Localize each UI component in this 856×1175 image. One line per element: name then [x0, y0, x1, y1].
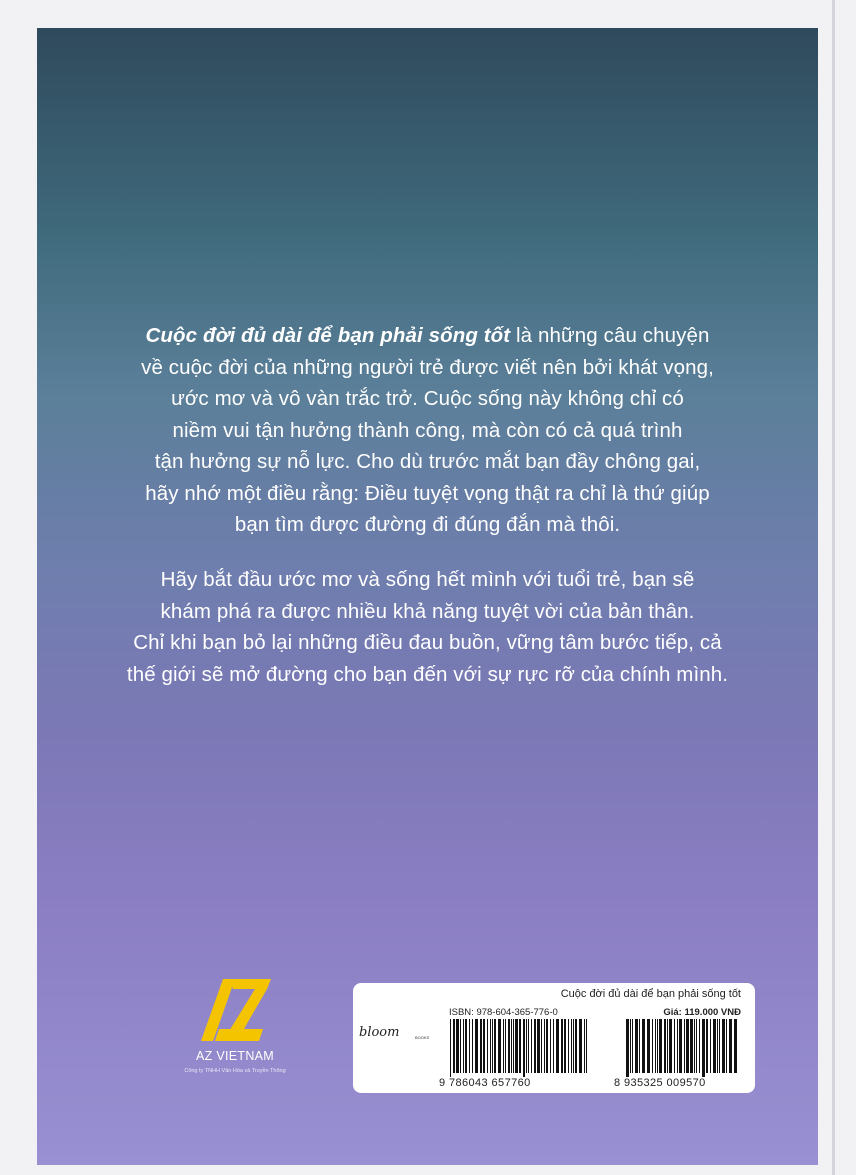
barcode-bar	[684, 1019, 685, 1073]
blurb-line: bạn tìm được đường đi đúng đắn mà thôi.	[234, 513, 621, 536]
barcode-bar	[475, 1019, 478, 1073]
barcode-bar	[674, 1019, 675, 1073]
barcode-bar	[686, 1019, 689, 1073]
barcode-bar	[726, 1019, 727, 1073]
price-label: Giá: 119.000 VNĐ	[663, 1007, 741, 1018]
book-title-emphasis: Cuộc đời đủ dài để bạn phải sống tốt	[145, 324, 511, 347]
barcode-bar	[729, 1019, 732, 1073]
barcode-bar	[630, 1019, 631, 1073]
ean-barcode-digits: 8 935325 009570	[614, 1077, 706, 1089]
barcode-bar	[677, 1019, 678, 1073]
blurb-line: thế giới sẽ mở đường cho bạn đến với sự rực rỡ của chính mình.	[126, 662, 729, 686]
barcode-bar	[586, 1019, 587, 1073]
barcode-bar	[480, 1019, 482, 1073]
barcode-bar	[694, 1019, 695, 1073]
blurb-line: hãy nhớ một điều rằng: Điều tuyệt vọng thật ra chỉ là thứ giúp	[145, 481, 710, 505]
barcode-bar	[657, 1019, 658, 1073]
barcode-bar	[513, 1019, 514, 1073]
barcode-bar	[632, 1019, 633, 1073]
blurb-line: Hãy bắt đầu ước mơ và sống hết mình với tuổi trẻ, bạn sẽ	[160, 568, 695, 591]
barcode-panel	[353, 983, 755, 1093]
barcode-bar	[550, 1019, 551, 1073]
barcode-bar	[450, 1019, 451, 1077]
barcode-bar	[667, 1019, 668, 1073]
blurb-line: ước mơ và vô vàn trắc trở. Cuộc sống này không chỉ có	[171, 387, 684, 410]
isbn-label: ISBN: 978-604-365-776-0	[449, 1007, 558, 1018]
barcode-bar	[456, 1019, 459, 1073]
barcode-bar	[508, 1019, 510, 1073]
isbn-barcode	[450, 1019, 590, 1077]
barcode-bar	[519, 1019, 521, 1073]
blurb-line: khám phá ra được nhiều khả năng tuyệt vời của bản thân.	[160, 599, 695, 623]
barcode-bar	[575, 1019, 577, 1073]
barcode-bar	[490, 1019, 491, 1073]
barcode-bar	[652, 1019, 653, 1073]
imprint-logo: bloom	[359, 1025, 400, 1040]
barcode-bar	[556, 1019, 559, 1073]
barcode-bar	[568, 1019, 569, 1073]
barcode-bar	[571, 1019, 572, 1073]
barcode-bar	[679, 1019, 682, 1073]
barcode-bar	[453, 1019, 455, 1073]
blurb-line: về cuộc đời của những người trẻ được viết nên bởi khát vọng,	[141, 355, 714, 379]
barcode-bar	[561, 1019, 563, 1073]
barcode-bar	[635, 1019, 638, 1073]
barcode-bar	[573, 1019, 574, 1073]
blurb-text: là những câu chuyện	[510, 324, 710, 347]
publisher-logo	[155, 975, 315, 1095]
barcode-bar	[690, 1019, 693, 1073]
barcode-bar	[584, 1019, 585, 1073]
barcode-bar	[515, 1019, 518, 1073]
barcode-bar	[713, 1019, 716, 1073]
barcode-bar	[544, 1019, 545, 1073]
imprint-sub: BOOKS	[415, 1035, 430, 1040]
barcode-bar	[699, 1019, 700, 1073]
barcode-bar	[564, 1019, 566, 1073]
barcode-bar	[494, 1019, 496, 1073]
blurb-line	[37, 320, 818, 352]
barcode-bar	[719, 1019, 720, 1073]
az-logo-icon	[193, 975, 275, 1045]
barcode-bar	[541, 1019, 542, 1073]
blurb-paragraph-2	[37, 564, 818, 690]
barcode-bar	[696, 1019, 697, 1073]
barcode-bar	[460, 1019, 461, 1073]
barcode-bar	[505, 1019, 506, 1073]
barcode-bar	[492, 1019, 493, 1073]
publisher-name: AZ VIETNAM	[195, 1049, 274, 1063]
barcode-bar	[523, 1019, 525, 1077]
barcode-bar	[702, 1019, 705, 1077]
barcode-bar	[537, 1019, 540, 1073]
barcode-bar	[472, 1019, 473, 1073]
blurb-line: Chỉ khi bạn bỏ lại những điều đau buồn, vững tâm bước tiếp, cả	[133, 631, 722, 654]
blurb-paragraph-1	[37, 320, 818, 541]
barcode-bar	[487, 1019, 488, 1073]
ean-barcode	[626, 1019, 738, 1077]
barcode-bar	[669, 1019, 672, 1073]
barcode-bar	[553, 1019, 554, 1073]
blurb-line: niềm vui tận hưởng thành công, mà còn có cả quá trình	[172, 418, 683, 442]
barcode-bar	[483, 1019, 485, 1073]
barcode-bar	[659, 1019, 662, 1073]
barcode-bar	[664, 1019, 666, 1073]
barcode-bar	[706, 1019, 708, 1073]
barcode-bar	[531, 1019, 532, 1073]
barcode-bar	[642, 1019, 645, 1073]
barcode-bar	[511, 1019, 512, 1073]
barcode-bar	[734, 1019, 737, 1073]
barcode-bar	[526, 1019, 527, 1073]
publisher-subtitle: Công ty TNHH Văn Hóa và Truyền Thông	[184, 1068, 286, 1074]
barcode-bar	[655, 1019, 656, 1073]
page-edge	[832, 0, 835, 1175]
barcode-bar	[469, 1019, 470, 1073]
barcode-bar	[498, 1019, 501, 1073]
barcode-bar	[579, 1019, 582, 1073]
barcode-book-title: Cuộc đời đủ dài để bạn phải sống tốt	[560, 988, 741, 1000]
barcode-bar	[626, 1019, 629, 1077]
isbn-barcode-digits: 9 786043 657760	[439, 1077, 531, 1089]
barcode-bar	[503, 1019, 504, 1073]
barcode-bar	[534, 1019, 536, 1073]
barcode-bar	[528, 1019, 529, 1073]
barcode-bar	[710, 1019, 711, 1073]
blurb-line: tận hưởng sự nỗ lực. Cho dù trước mắt bạn đầy chông gai,	[154, 450, 701, 473]
barcode-bar	[722, 1019, 725, 1073]
barcode-bar	[647, 1019, 650, 1073]
barcode-bar	[639, 1019, 640, 1073]
barcode-bar	[463, 1019, 464, 1073]
barcode-bar	[546, 1019, 548, 1073]
barcode-bar	[717, 1019, 718, 1073]
barcode-bar	[465, 1019, 467, 1073]
